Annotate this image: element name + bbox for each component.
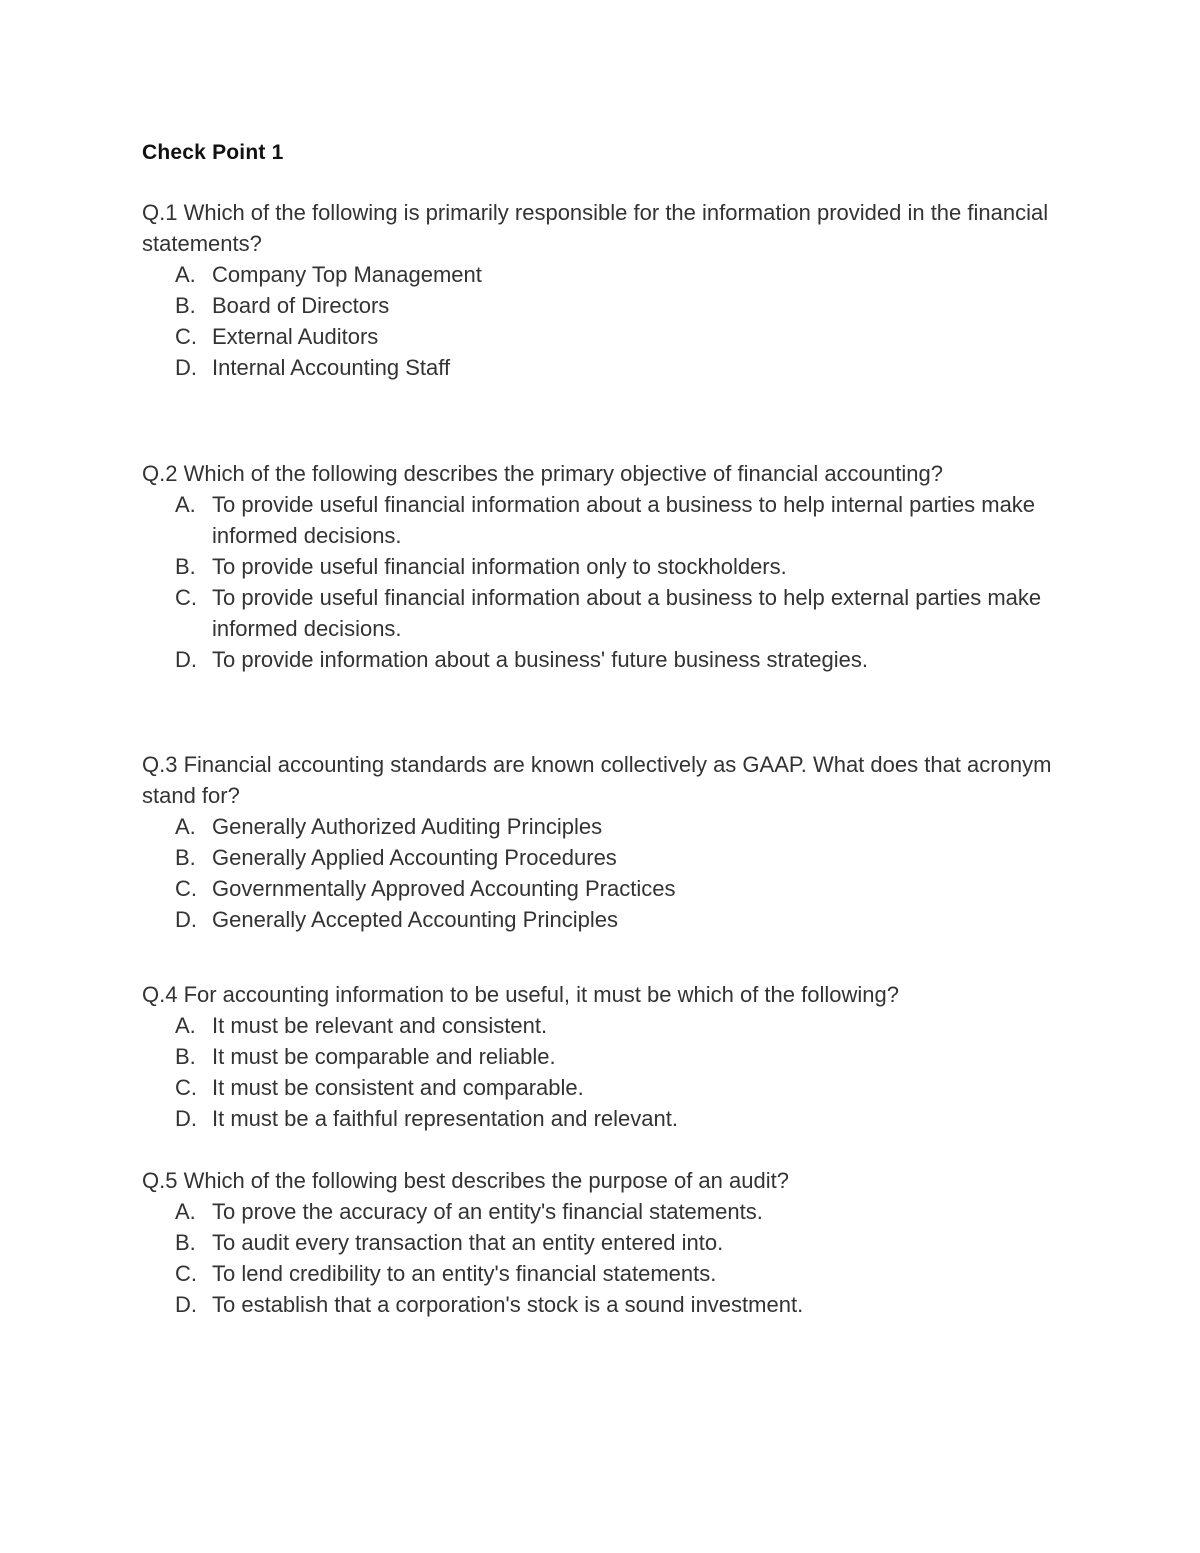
option-letter: A. xyxy=(175,262,196,287)
option-item xyxy=(142,811,1072,842)
option-text: It must be consistent and comparable. xyxy=(212,1075,584,1100)
option-text: It must be a faithful representation and relevant. xyxy=(212,1106,678,1131)
option-letter: D. xyxy=(175,1106,197,1131)
option-text: Generally Applied Accounting Procedures xyxy=(212,845,617,870)
option-item xyxy=(142,352,1072,383)
option-text: External Auditors xyxy=(212,324,379,349)
question-4 xyxy=(142,979,1072,1134)
question-1 xyxy=(142,197,1072,383)
question-text: Q.5 Which of the following best describes the purpose of an audit? xyxy=(142,1168,789,1193)
option-item xyxy=(142,1289,1072,1320)
option-text: It must be comparable and reliable. xyxy=(212,1044,556,1069)
option-letter: A. xyxy=(175,814,196,839)
option-letter: B. xyxy=(175,1230,196,1255)
option-list xyxy=(142,259,1072,383)
question-5 xyxy=(142,1165,1072,1320)
option-item xyxy=(142,1103,1072,1134)
option-letter: C. xyxy=(175,876,197,901)
option-text: To establish that a corporation's stock is a sound investment. xyxy=(212,1292,804,1317)
option-item xyxy=(142,873,1072,904)
option-item xyxy=(142,1196,1072,1227)
option-letter: C. xyxy=(175,1075,197,1100)
option-letter: B. xyxy=(175,293,196,318)
option-text: To prove the accuracy of an entity's financial statements. xyxy=(212,1199,763,1224)
option-letter: D. xyxy=(175,1292,197,1317)
question-text: Q.3 Financial accounting standards are known collectively as GAAP. What does that acronym stand for? xyxy=(142,752,1052,808)
option-item xyxy=(142,1010,1072,1041)
page-title: Check Point 1 xyxy=(142,141,284,164)
option-text: To lend credibility to an entity's financial statements. xyxy=(212,1261,717,1286)
option-text: Governmentally Approved Accounting Practices xyxy=(212,876,676,901)
option-item xyxy=(142,1227,1072,1258)
option-item xyxy=(142,551,1072,582)
option-letter: B. xyxy=(175,554,196,579)
option-text: To provide useful financial information about a business to help internal parties make informed decisions. xyxy=(212,492,1036,548)
option-letter: A. xyxy=(175,1199,196,1224)
question-2 xyxy=(142,458,1072,675)
option-text: Generally Authorized Auditing Principles xyxy=(212,814,603,839)
option-text: To provide information about a business' future business strategies. xyxy=(212,647,869,672)
question-3 xyxy=(142,749,1072,935)
option-letter: D. xyxy=(175,907,197,932)
option-item xyxy=(142,1041,1072,1072)
option-list xyxy=(142,811,1072,935)
option-letter: D. xyxy=(175,355,197,380)
option-item xyxy=(142,1258,1072,1289)
option-letter: C. xyxy=(175,1261,197,1286)
option-text: To provide useful financial information only to stockholders. xyxy=(212,554,787,579)
option-item xyxy=(142,489,1072,551)
option-letter: A. xyxy=(175,492,196,517)
option-item xyxy=(142,842,1072,873)
option-text: To provide useful financial information about a business to help external parties make informed decisions. xyxy=(212,585,1042,641)
option-text: Generally Accepted Accounting Principles xyxy=(212,907,619,932)
option-text: Board of Directors xyxy=(212,293,390,318)
option-letter: C. xyxy=(175,585,197,610)
option-text: Company Top Management xyxy=(212,262,482,287)
option-item xyxy=(142,1072,1072,1103)
option-item xyxy=(142,904,1072,935)
option-item xyxy=(142,321,1072,352)
option-list xyxy=(142,1010,1072,1134)
option-text: To audit every transaction that an entity entered into. xyxy=(212,1230,724,1255)
option-letter: B. xyxy=(175,845,196,870)
option-item xyxy=(142,259,1072,290)
option-letter: A. xyxy=(175,1013,196,1038)
question-text: Q.4 For accounting information to be useful, it must be which of the following? xyxy=(142,982,899,1007)
option-item xyxy=(142,290,1072,321)
question-text: Q.1 Which of the following is primarily responsible for the information provided in the financial statements? xyxy=(142,200,1049,256)
option-letter: B. xyxy=(175,1044,196,1069)
option-list xyxy=(142,1196,1072,1320)
option-list xyxy=(142,489,1072,675)
option-item xyxy=(142,582,1072,644)
option-letter: D. xyxy=(175,647,197,672)
option-item xyxy=(142,644,1072,675)
option-text: Internal Accounting Staff xyxy=(212,355,451,380)
option-letter: C. xyxy=(175,324,197,349)
question-text: Q.2 Which of the following describes the primary objective of financial accounting? xyxy=(142,461,943,486)
option-text: It must be relevant and consistent. xyxy=(212,1013,548,1038)
